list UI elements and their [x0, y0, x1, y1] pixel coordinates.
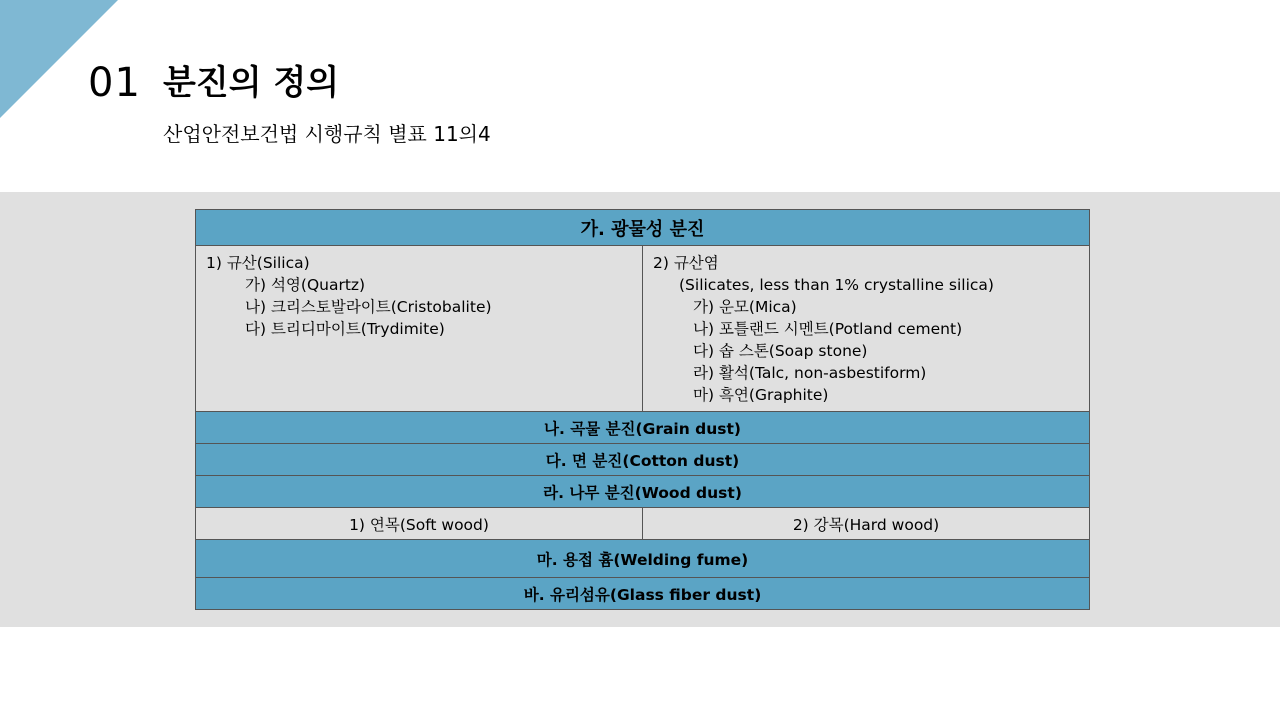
category-glass-fiber-dust: 바. 유리섬유(Glass fiber dust) — [196, 578, 1090, 610]
list-item: 가) 운모(Mica) — [693, 298, 797, 316]
category-cotton-dust: 다. 면 분진(Cotton dust) — [196, 444, 1090, 476]
category-grain-dust: 나. 곡물 분진(Grain dust) — [196, 412, 1090, 444]
dust-classification-table — [195, 209, 1090, 610]
silica-heading: 1) 규산(Silica) — [206, 254, 310, 272]
silicates-cell — [643, 246, 1090, 412]
list-item: 라) 활석(Talc, non-asbestiform) — [693, 364, 927, 382]
table-row — [196, 246, 1090, 412]
category-mineral-dust: 가. 광물성 분진 — [196, 210, 1090, 246]
silica-cell — [196, 246, 643, 412]
list-item: 나) 크리스토발라이트(Cristobalite) — [245, 298, 492, 316]
hard-wood-cell: 2) 강목(Hard wood) — [643, 508, 1090, 540]
silicates-note: (Silicates, less than 1% crystalline silica) — [679, 276, 994, 294]
slide-subtitle: 산업안전보건법 시행규칙 별표 11의4 — [163, 122, 491, 146]
list-item: 다) 트리디마이트(Trydimite) — [245, 320, 445, 338]
table-row — [196, 578, 1090, 610]
list-item: 나) 포틀랜드 시멘트(Potland cement) — [693, 320, 963, 338]
list-item: 다) 솝 스톤(Soap stone) — [693, 342, 868, 360]
table-row — [196, 444, 1090, 476]
table-row — [196, 508, 1090, 540]
soft-wood-cell: 1) 연목(Soft wood) — [196, 508, 643, 540]
slide-number: 01 — [88, 60, 141, 106]
table-row — [196, 476, 1090, 508]
list-item: 마) 흑연(Graphite) — [693, 386, 829, 404]
slide-title: 분진의 정의 — [163, 63, 340, 103]
silicates-heading: 2) 규산염 — [653, 254, 719, 272]
table-row — [196, 210, 1090, 246]
list-item: 가) 석영(Quartz) — [245, 276, 366, 294]
category-welding-fume: 마. 용접 흄(Welding fume) — [196, 540, 1090, 578]
table-row — [196, 412, 1090, 444]
table-row — [196, 540, 1090, 578]
category-wood-dust: 라. 나무 분진(Wood dust) — [196, 476, 1090, 508]
